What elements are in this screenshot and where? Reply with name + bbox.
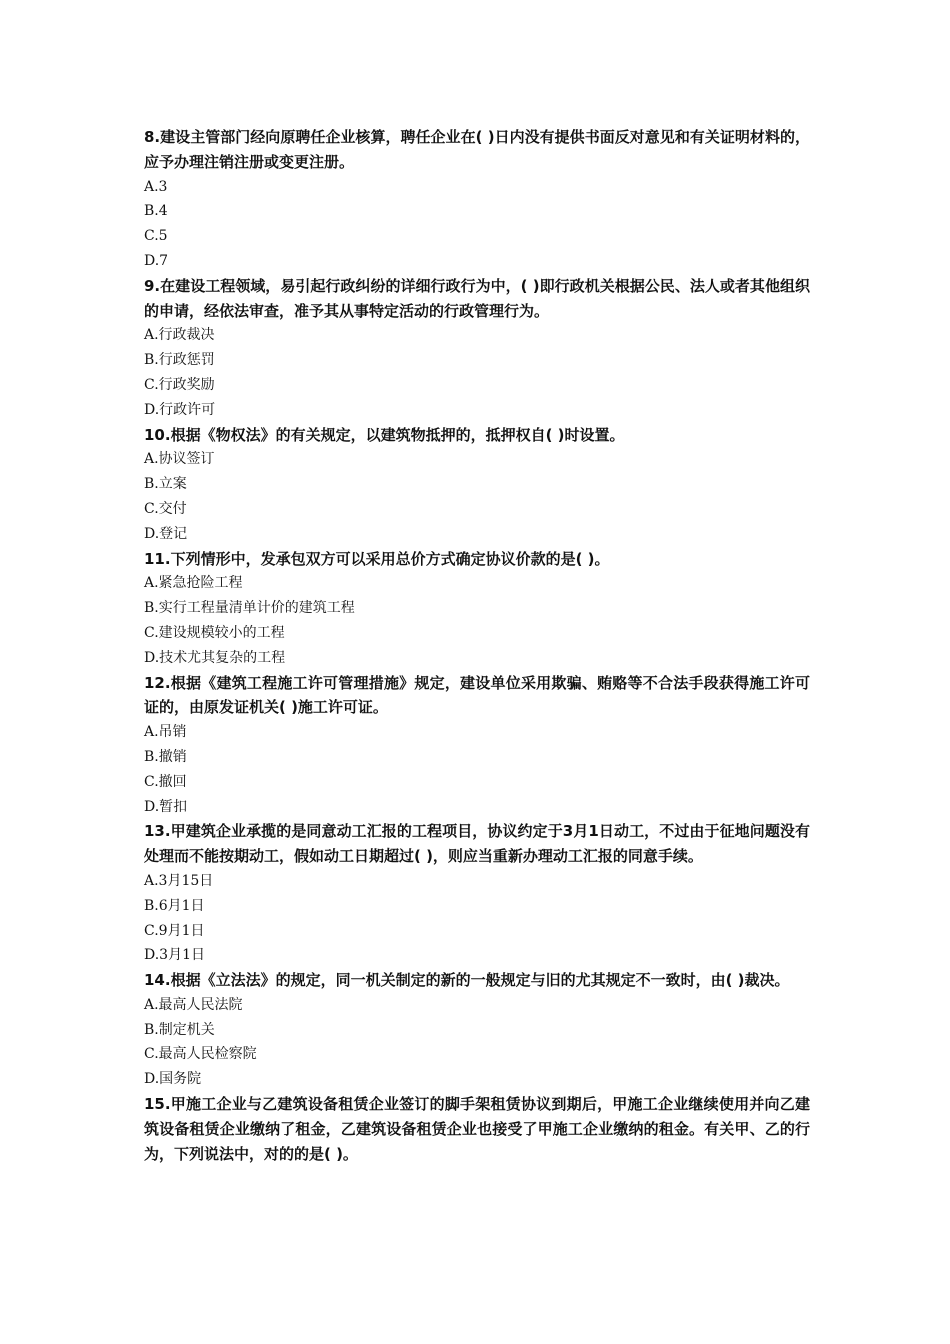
option-c: C.最高人民检察院 (144, 1046, 257, 1063)
question-12 (144, 671, 810, 820)
option-a: A.最高人民法院 (144, 996, 243, 1013)
question-stem: 8.建设主管部门经向原聘任企业核算，聘任企业在( )日内没有提供书面反对意见和有关证明材料的，应予办理注销注册或变更注册。 (144, 128, 810, 171)
option-d: D.国务院 (144, 1071, 202, 1088)
option-a: A.3月15日 (144, 872, 214, 889)
option-b: B.行政惩罚 (144, 352, 215, 369)
option-b: B.制定机关 (144, 1021, 215, 1038)
question-13 (144, 819, 810, 968)
option-b: B.立案 (144, 476, 187, 493)
question-8 (144, 125, 810, 274)
option-d: D.登记 (144, 525, 188, 542)
question-stem: 13.甲建筑企业承揽的是同意动工汇报的工程项目，协议约定于3月1日动工，不过由于征地问题没有处理而不能按期动工，假如动工日期超过( )，则应当重新办理动工汇报的同意手续。 (144, 822, 810, 866)
question-stem: 10.根据《物权法》的有关规定，以建筑物抵押的，抵押权自( )时设置。 (144, 425, 625, 444)
option-d: D.7 (144, 252, 169, 269)
option-c: C.交付 (144, 500, 187, 517)
option-c: C.9月1日 (144, 922, 205, 939)
question-stem: 14.根据《立法法》的规定，同一机关制定的新的一般规定与旧的尤其规定不一致时，由( )裁决。 (144, 971, 790, 990)
question-9 (144, 274, 810, 423)
option-c: C.行政奖励 (144, 376, 215, 393)
option-c: C.建设规模较小的工程 (144, 624, 285, 641)
option-a: A.协议签订 (144, 451, 215, 468)
option-d: D.技术尤其复杂的工程 (144, 649, 286, 666)
option-b: B.6月1日 (144, 897, 205, 914)
option-a: A.行政裁决 (144, 327, 215, 344)
document-page (144, 125, 810, 1166)
question-stem: 11.下列情形中，发承包双方可以采用总价方式确定协议价款的是( )。 (144, 549, 610, 568)
option-d: D.暂扣 (144, 798, 188, 815)
question-stem: 12.根据《建筑工程施工许可管理措施》规定，建设单位采用欺骗、贿赂等不合法手段获得施工许可证的，由原发证机关( )施工许可证。 (144, 673, 810, 717)
question-stem: 15.甲施工企业与乙建筑设备租赁企业签订的脚手架租赁协议到期后，甲施工企业继续使用并向乙建筑设备租赁企业缴纳了租金，乙建筑设备租赁企业也接受了甲施工企业缴纳的租金。有关甲、乙的行为，下列说法中，对的的是( )。 (144, 1095, 810, 1163)
option-a: A.吊销 (144, 724, 187, 741)
question-10 (144, 423, 810, 547)
option-d: D.3月1日 (144, 947, 205, 964)
option-a: A.紧急抢险工程 (144, 575, 243, 592)
option-c: C.撤回 (144, 773, 187, 790)
option-b: B.实行工程量清单计价的建筑工程 (144, 600, 355, 617)
option-a: A.3 (144, 178, 168, 195)
question-14 (144, 968, 810, 1092)
option-d: D.行政许可 (144, 401, 216, 418)
option-b: B.4 (144, 203, 168, 220)
option-b: B.撤销 (144, 748, 187, 765)
option-c: C.5 (144, 228, 168, 245)
question-11 (144, 547, 810, 671)
question-15 (144, 1092, 810, 1166)
question-stem: 9.在建设工程领域，易引起行政纠纷的详细行政行为中，( )即行政机关根据公民、法人或者其他组织的申请，经依法审查，准予其从事特定活动的行政管理行为。 (144, 276, 810, 320)
